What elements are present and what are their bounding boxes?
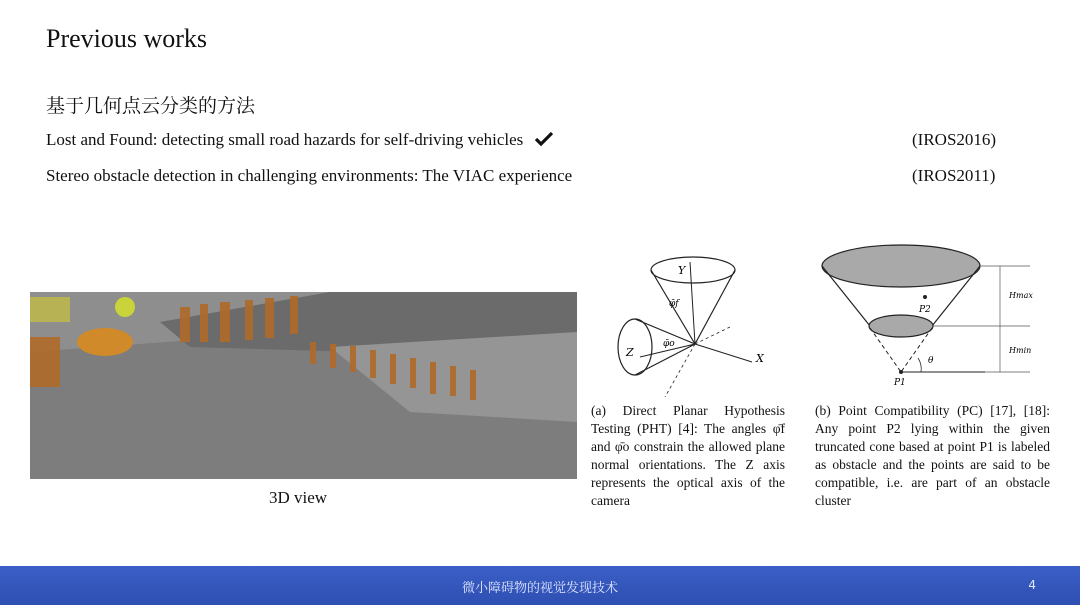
reference-item xyxy=(46,166,572,186)
reference-title: Lost and Found: detecting small road hazards for self-driving vehicles xyxy=(46,130,524,149)
pht-cone-diagram xyxy=(590,252,790,402)
slide-subtitle: 基于几何点云分类的方法 xyxy=(46,95,256,117)
reference-venue: (IROS2016) xyxy=(912,130,997,149)
phi-f-label: φ̄f xyxy=(669,299,679,309)
slide-title: Previous works xyxy=(46,24,208,53)
checkmark-icon xyxy=(534,131,554,147)
footer-bar xyxy=(0,566,1080,605)
pointcloud-image xyxy=(30,292,577,479)
hmax-label: Hmax xyxy=(1009,291,1033,300)
p2-label: P2 xyxy=(919,305,931,315)
reference-venue: (IROS2011) xyxy=(912,166,996,185)
figure-b-caption: (b) Point Compatibility (PC) [17], [18]: Any point P2 lying within the given truncated cone based at point P1 is labeled as obstacle and the points are said to be compatible, i.e. are part of an obstacle cluster xyxy=(815,403,1050,508)
y-axis-label: Y xyxy=(678,264,686,277)
x-axis-label: X xyxy=(756,352,764,365)
z-axis-label: Z xyxy=(626,346,634,359)
page-number: 4 xyxy=(1028,578,1036,592)
figure-a-caption: (a) Direct Planar Hypothesis Testing (PHT) [4]: The angles φ̄f and φ̄o constrain the allowed plane normal orientations. The Z axis represents the optical axis of the camera xyxy=(591,403,785,508)
phi-o-label: φ̄o xyxy=(663,339,675,349)
theta-label: θ xyxy=(928,356,934,366)
hmin-label: Hmin xyxy=(1009,346,1032,355)
footer-title: 微小障碍物的视觉发现技术 xyxy=(461,581,618,596)
pointcloud-render xyxy=(30,292,577,479)
reference-item xyxy=(46,130,554,150)
pointcloud-caption: 3D view xyxy=(269,488,328,507)
reference-title: Stereo obstacle detection in challenging environments: The VIAC experience xyxy=(46,166,573,185)
pc-cone-diagram xyxy=(815,240,1050,400)
p1-label: P1 xyxy=(894,378,906,388)
